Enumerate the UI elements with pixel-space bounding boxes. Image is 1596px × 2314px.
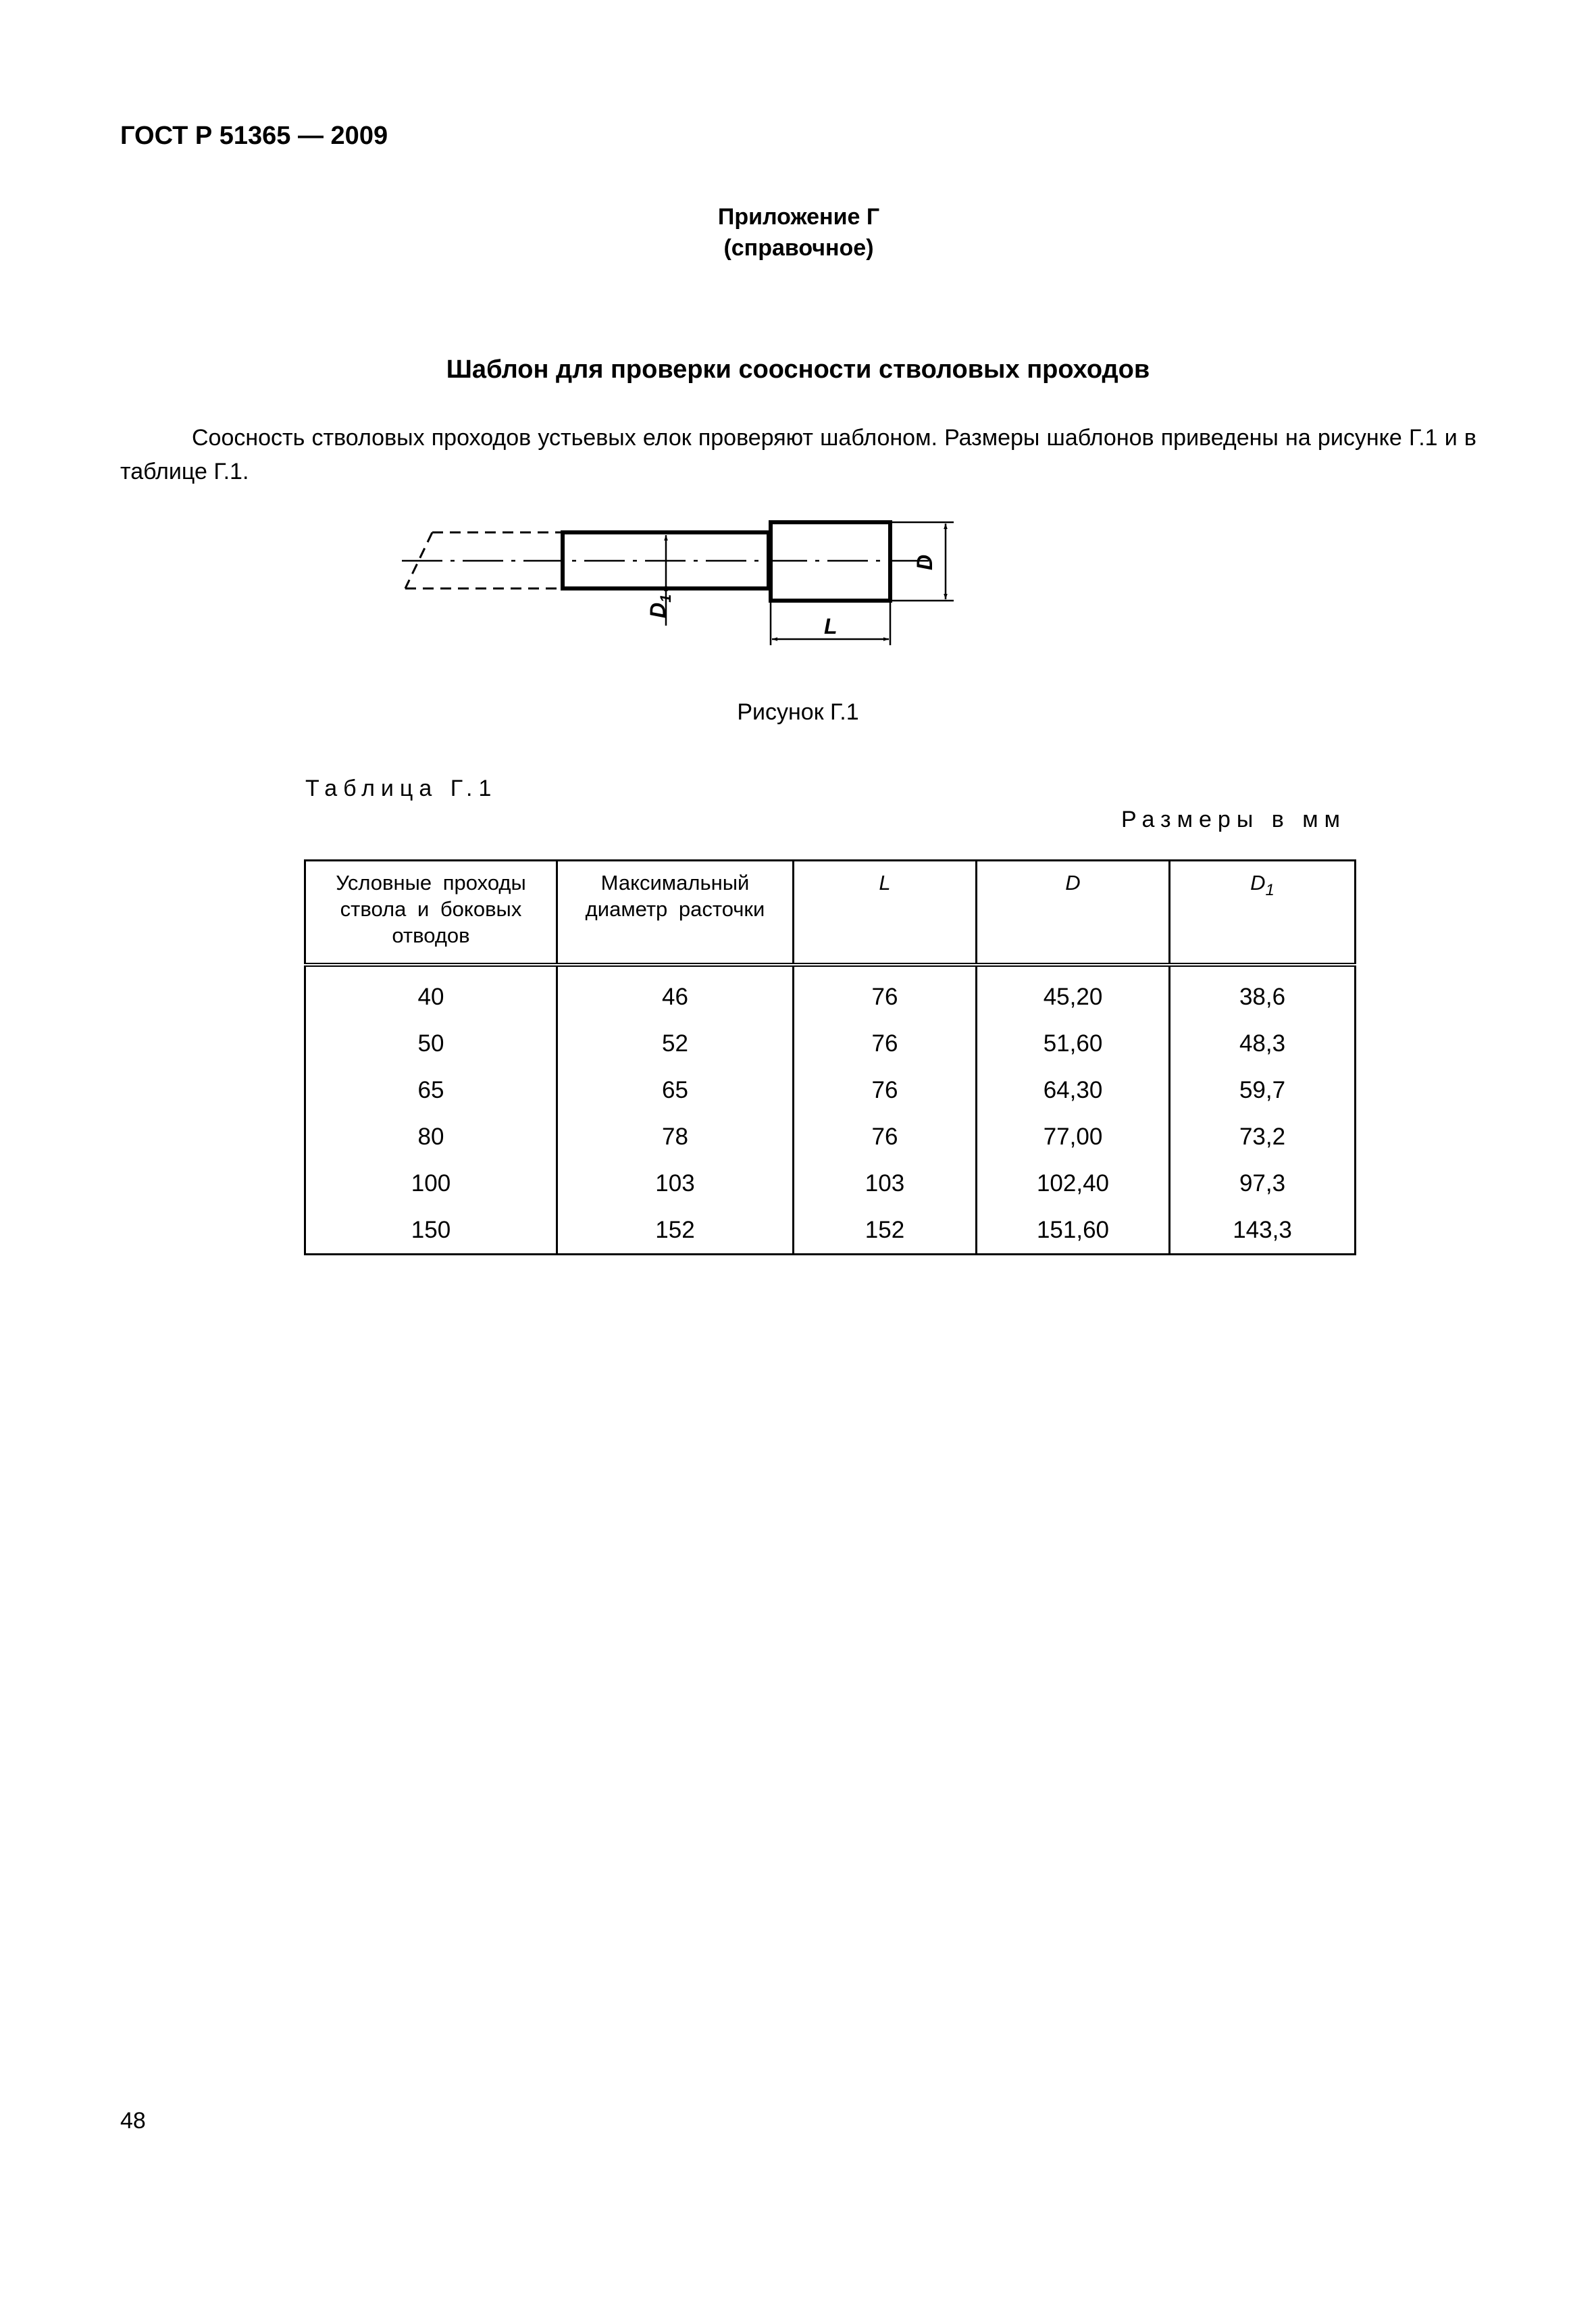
table-row	[305, 1160, 1356, 1207]
page-number: 48	[120, 2108, 146, 2134]
table-cell: 76	[794, 965, 977, 1020]
section-title: Шаблон для проверки соосности стволовых проходов	[446, 355, 1150, 384]
table-cell: 78	[557, 1113, 794, 1160]
table-cell: 46	[557, 965, 794, 1020]
annex-heading	[0, 201, 1596, 263]
table-cell: 152	[794, 1207, 977, 1255]
table-cell: 150	[305, 1207, 557, 1255]
table-cell: 152	[557, 1207, 794, 1255]
table-cell: 151,60	[977, 1207, 1170, 1255]
l-label: L	[824, 614, 838, 638]
annex-title: Приложение Г	[717, 204, 880, 230]
table-cell: 76	[794, 1067, 977, 1113]
table-cell: 48,3	[1170, 1020, 1356, 1067]
header-l: L	[794, 861, 977, 965]
table-cell: 77,00	[977, 1113, 1170, 1160]
table-body	[305, 965, 1356, 1255]
table-label: Таблица Г.1	[305, 776, 498, 801]
figure-caption: Рисунок Г.1	[737, 699, 859, 725]
table-row	[305, 1020, 1356, 1067]
table-cell: 76	[794, 1020, 977, 1067]
table-cell: 100	[305, 1160, 557, 1207]
table-row	[305, 1207, 1356, 1255]
header-nominal-bore: Условные проходы ствола и боковых отводов	[305, 861, 557, 965]
table-cell: 51,60	[977, 1020, 1170, 1067]
table-cell: 97,3	[1170, 1160, 1356, 1207]
table-cell: 73,2	[1170, 1113, 1356, 1160]
table-cell: 50	[305, 1020, 557, 1067]
table-cell: 38,6	[1170, 965, 1356, 1020]
d1-label: $D_1$	[646, 594, 674, 618]
header-max-bore-diameter: Максимальный диаметр расточки	[557, 861, 794, 965]
table-cell: 40	[305, 965, 557, 1020]
table-cell: 103	[557, 1160, 794, 1207]
table-cell: 103	[794, 1160, 977, 1207]
dimensions-table	[304, 859, 1356, 1255]
d-label: D	[912, 554, 937, 570]
table-row	[305, 1067, 1356, 1113]
table-cell: 52	[557, 1020, 794, 1067]
table-units: Размеры в мм	[1121, 807, 1346, 832]
table-cell: 45,20	[977, 965, 1170, 1020]
table-cell: 76	[794, 1113, 977, 1160]
body-paragraph: Соосность стволовых проходов устьевых елок проверяют шаблоном. Размеры шаблонов приведены на рисунке Г.1 и в таблице Г.1.	[120, 425, 1476, 484]
template-drawing	[392, 500, 973, 662]
table-cell: 64,30	[977, 1067, 1170, 1113]
table-cell: 65	[305, 1067, 557, 1113]
table-cell: 59,7	[1170, 1067, 1356, 1113]
table-cell: 143,3	[1170, 1207, 1356, 1255]
table-row	[305, 965, 1356, 1020]
header-d: D	[977, 861, 1170, 965]
table-cell: 80	[305, 1113, 557, 1160]
table-header-row	[305, 861, 1356, 965]
document-header-code: ГОСТ Р 51365 — 2009	[120, 122, 388, 150]
table-cell: 102,40	[977, 1160, 1170, 1207]
table-cell: 65	[557, 1067, 794, 1113]
table-row	[305, 1113, 1356, 1160]
annex-type: (справочное)	[723, 235, 874, 261]
header-d1: $D_1$	[1170, 861, 1356, 965]
